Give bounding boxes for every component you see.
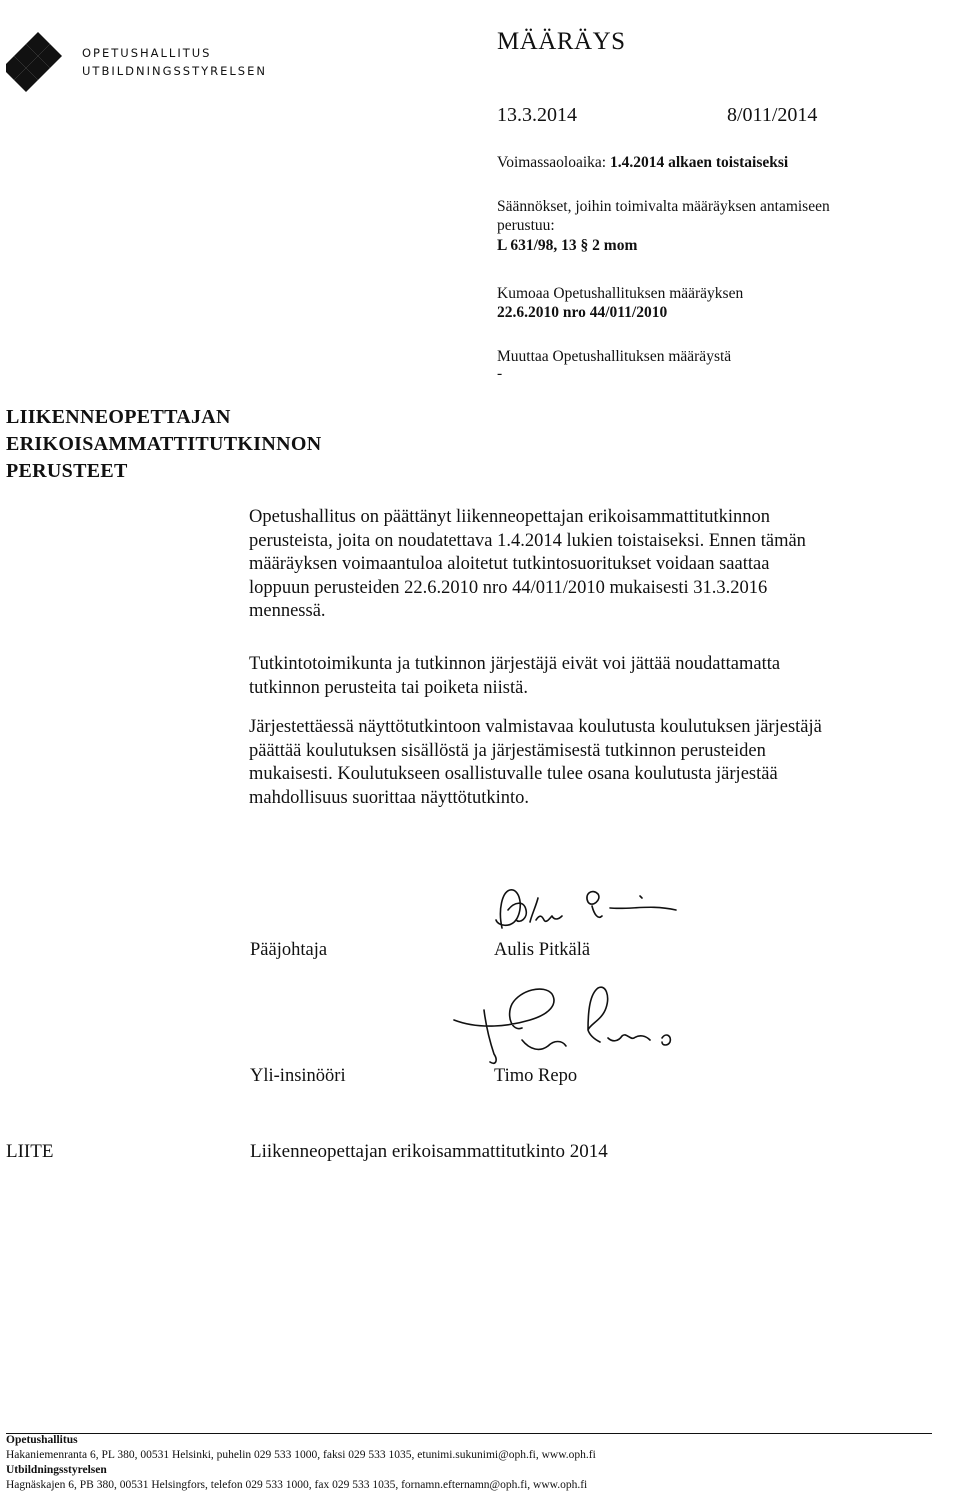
amends-label: Muuttaa Opetushallituksen määräystä	[497, 348, 732, 365]
signer2-name: Timo Repo	[494, 1066, 578, 1086]
authority-label-line1: Säännökset, joihin toimivalta määräyksen antamiseen	[497, 198, 830, 215]
paragraph-line: tutkinnon perusteita tai poiketa niistä.	[249, 677, 528, 698]
paragraph-training	[249, 716, 909, 810]
authority-value	[497, 236, 637, 255]
document-date: 13.3.2014	[497, 104, 577, 126]
footer-org-fi-text: Opetushallitus	[6, 1434, 78, 1446]
document-number: 8/011/2014	[727, 104, 818, 126]
authority-value-text: L 631/98, 13 § 2 mom	[497, 237, 638, 254]
footer-org-sv	[6, 1463, 107, 1478]
repeals-value	[497, 303, 667, 322]
title-line1: LIIKENNEOPETTAJAN	[6, 406, 231, 428]
footer-divider	[6, 1433, 932, 1434]
authority-label-line2: perustuu:	[497, 217, 555, 234]
paragraph-line: loppuun perusteiden 22.6.2010 nro 44/011/2010 mukaisesti 31.3.2016	[249, 577, 768, 598]
appendix-value: Liikenneopettajan erikoisammattitutkinto 2014	[250, 1141, 608, 1162]
title-line3: PERUSTEET	[6, 460, 128, 482]
paragraph-decision	[249, 506, 909, 624]
appendix-label: LIITE	[6, 1141, 54, 1162]
paragraph-line: Opetushallitus on päättänyt liikenneopettajan erikoisammattitutkinnon	[249, 507, 770, 527]
repeals-label: Kumoaa Opetushallituksen määräyksen	[497, 285, 744, 302]
signer1-name: Aulis Pitkälä	[494, 940, 591, 960]
paragraph-line: päättää koulutuksen sisällöstä ja järjestämisestä tutkinnon perusteiden	[249, 740, 766, 761]
paragraph-line: mennessä.	[249, 601, 326, 621]
document-title	[6, 404, 321, 485]
org-name-fi: OPETUSHALLITUS	[82, 46, 212, 60]
signer2-role: Yli-insinööri	[250, 1066, 346, 1086]
validity-label: Voimassaoloaika:	[497, 154, 607, 171]
validity-line	[497, 153, 788, 172]
paragraph-line: Järjestettäessä näyttötutkintoon valmistavaa koulutusta koulutuksen järjestäjä	[249, 717, 822, 737]
org-name-sv: UTBILDNINGSSTYRELSEN	[82, 64, 267, 78]
repeals-value-text: 22.6.2010 nro 44/011/2010	[497, 304, 668, 321]
footer-org-fi	[6, 1433, 78, 1448]
opetushallitus-diamond-logo-icon	[6, 30, 70, 94]
signature-timo-repo	[440, 980, 700, 1070]
paragraph-line: mahdollisuus suorittaa näyttötutkinto.	[249, 787, 530, 808]
title-line2: ERIKOISAMMATTITUTKINNON	[6, 433, 322, 455]
document-type: MÄÄRÄYS	[497, 28, 626, 55]
footer-address-sv: Hagnäskajen 6, PB 380, 00531 Helsingfors, telefon 029 533 1000, fax 029 533 1035, fornamn.efternamn@oph.fi, www.oph.fi	[6, 1479, 588, 1491]
paragraph-line: määräyksen voimaantuloa aloitetut tutkintosuoritukset voidaan saattaa	[249, 554, 770, 574]
paragraph-compliance	[249, 653, 909, 700]
paragraph-line: perusteista, joita on noudatettava 1.4.2014 lukien toistaiseksi. Ennen tämän	[249, 530, 806, 551]
amends-value: -	[497, 365, 503, 382]
footer-org-sv-text: Utbildningsstyrelsen	[6, 1464, 107, 1476]
signature-aulis-pitkala	[480, 880, 700, 940]
paragraph-line: Tutkintotoimikunta ja tutkinnon järjestäjä eivät voi jättää noudattamatta	[249, 654, 781, 674]
paragraph-line: mukaisesti. Koulutukseen osallistuvalle tulee osana koulutusta järjestää	[249, 764, 778, 784]
validity-value: 1.4.2014 alkaen toistaiseksi	[609, 154, 789, 171]
footer-address-fi: Hakaniemenranta 6, PL 380, 00531 Helsinki, puhelin 029 533 1000, faksi 029 533 1035, etunimi.sukunimi@oph.fi, www.oph.fi	[6, 1449, 596, 1461]
signer1-role: Pääjohtaja	[250, 940, 328, 960]
